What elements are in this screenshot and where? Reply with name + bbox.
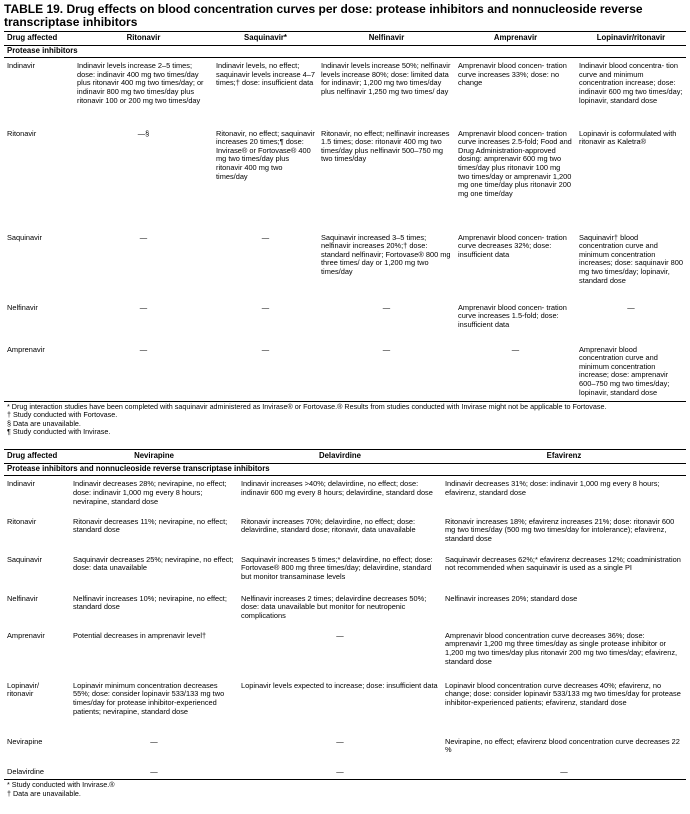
section-header-row	[4, 45, 686, 58]
table-row	[4, 764, 686, 780]
table-cell: —	[74, 342, 213, 402]
footnote: * Drug interaction studies have been completed with saquinavir administered as Invirase® or Fortovase.® Results from studies conducted with Invirase might not be applicable to Fortovase.	[7, 402, 607, 412]
table-cell: Lopinavir minimum concentration decreases 55%; dose: consider lopinavir 533/133 mg two times/day for protease inhibitor-experienced patients; nevirapine, standard dose	[73, 680, 225, 716]
table-row	[4, 591, 686, 628]
table-row	[4, 678, 686, 734]
footnote: † Study conducted with Fortovase.	[7, 410, 118, 420]
nnrti-table	[4, 449, 686, 805]
drug-name: Indinavir	[7, 479, 35, 489]
drug-name: Lopinavir/ ritonavir	[7, 680, 40, 699]
table-cell: —	[455, 342, 576, 402]
footnote-row	[4, 780, 686, 806]
drug-name: Nevirapine	[7, 736, 43, 746]
column-header: Lopinavir/ritonavir	[576, 32, 686, 46]
table-cell: —	[261, 232, 270, 242]
table-cell: Amprenavir blood concen- tration curve increases 1.5-fold; dose: insufficient data	[458, 302, 567, 329]
drug-name: Indinavir	[7, 61, 35, 71]
drug-name: Ritonavir	[7, 516, 37, 526]
table-row	[4, 58, 686, 126]
footnote-row	[4, 402, 686, 450]
table-cell: Amprenavir blood concen- tration curve increases 33%; dose: no change	[458, 61, 567, 88]
table-cell: Saquinavir increased 3–5 times; nelfinavir increases 20%;† dose: standard nelfinavir; Fortovase® 800 mg three times/ day or 1,200 mg two times/day	[321, 232, 451, 277]
footnotes	[4, 780, 686, 806]
table-cell: —	[261, 302, 270, 312]
table-cell: Amprenavir blood concentration curve decreases 36%; dose: amprenavir 1,200 mg three times/day as single protease inhibitor or 1,200 mg two times/day plus ritonavir 200 mg two times/day; efavirenz, standard dose	[445, 630, 678, 666]
drug-name: Saquinavir	[7, 554, 42, 564]
table-cell: —	[318, 342, 455, 402]
table-cell: Ritonavir, no effect; saquinavir increases 20 times;¶ dose: Invirase® or Fortovase® 400 mg two times/day plus ritonavir 400 mg two times/day	[216, 128, 315, 181]
table-cell: Lopinavir is coformulated with ritonavir as Kaletra®	[579, 128, 677, 147]
column-header: Nelfinavir	[318, 32, 455, 46]
drug-name: Delavirdine	[4, 764, 70, 780]
section-header-row	[4, 463, 686, 476]
footnote: § Data are unavailable.	[7, 418, 81, 428]
column-header: Amprenavir	[455, 32, 576, 46]
table-row	[4, 126, 686, 230]
table-cell: Ritonavir increases 70%; delavirdine, no effect; dose: delavirdine, standard dose; ritonavir, data unavailable	[241, 516, 416, 535]
table-cell: Nelfinavir increases 10%; nevirapine, no effect; standard dose	[73, 593, 227, 612]
table-cell: Saquinavir decreases 25%; nevirapine, no effect; dose: data unavailable	[73, 554, 234, 573]
table-cell: Amprenavir blood concen- tration curve increases 2.5-fold; Food and Drug Administration-approved dosing: amprenavir 600 mg two times/day plus ritonavir 100 mg two times/day or amprenavir 1,200 mg one time/day plus ritonavir 200 mg one time/day	[458, 128, 572, 198]
table-cell: Ritonavir, no effect; nelfinavir increases 1.5 times; dose: ritonavir 400 mg two times/day plus nelfinavir 500–750 mg two times/day	[321, 128, 450, 164]
table-row	[4, 230, 686, 300]
table-cell: Nevirapine, no effect; efavirenz blood concentration curve decreases 22 %	[445, 736, 680, 755]
footnote: * Study conducted with Invirase.®	[7, 780, 115, 790]
table-cell: Indinavir blood concentra- tion curve and minimum concentration increase; dose: indinavir 600 mg two times/day; lopinavir, standard dose	[579, 61, 683, 105]
column-header: Drug affected	[4, 450, 70, 464]
column-header: Efavirenz	[442, 450, 686, 464]
table-row	[4, 514, 686, 552]
table-cell: Nelfinavir increases 20%; standard dose	[445, 593, 578, 603]
table-cell: —	[382, 302, 391, 312]
table-cell: Lopinavir blood concentration curve decreases 40%; efavirenz, no change; dose: consider lopinavir 533/133 mg two times/day for protease inhibitor-experienced patients; efavirenz, standard dose	[445, 680, 681, 708]
table-row	[4, 300, 686, 342]
column-header: Saquinavir*	[213, 32, 318, 46]
footnotes	[4, 402, 686, 450]
drug-name: Ritonavir	[7, 128, 37, 138]
table-cell: —	[213, 342, 318, 402]
table-cell: Saquinavir† blood concentration curve and minimum concentration increases; dose: saquinavir 800 mg two times/day; lopinavir, standard dose	[579, 232, 683, 285]
table-cell: Saquinavir increases 5 times;* delavirdine, no effect; dose: Fortovase® 800 mg three times/day; delavirdine, standard but monitor transaminase levels	[241, 554, 433, 582]
table-cell: —	[139, 302, 148, 312]
table-cell: Ritonavir decreases 11%; nevirapine, no effect; standard dose	[73, 516, 228, 535]
table-cell: —	[70, 764, 238, 780]
table-cell: Nelfinavir increases 2 times; delavirdine decreases 50%; dose: data unavailable but monitor for neutropenic complications	[241, 593, 427, 621]
drug-name: Amprenavir	[7, 630, 45, 640]
table-cell: Indinavir decreases 28%; nevirapine, no effect; dose: indinavir 1,000 mg every 8 hours; nevirapine, standard dose	[73, 479, 227, 506]
table-cell: —§	[137, 128, 150, 138]
drug-name: Amprenavir	[4, 342, 74, 402]
table-cell: Indinavir levels increase 50%; nelfinavir levels increase 80%; dose: limited data for indinavir; 1,200 mg two times/day plus nelfinavir 1,250 mg two times/ day	[321, 61, 451, 96]
table-cell: Indinavir increases >40%; delavirdine, no effect; dose: indinavir 600 mg every 8 hours; delavirdine, standard dose	[241, 479, 433, 497]
table-cell: Lopinavir levels expected to increase; dose: insufficient data	[241, 680, 438, 690]
table-cell: Saquinavir decreases 62%;* efavirenz decreases 12%; coadministration not recommended when saquinavir is used as a single PI	[445, 554, 681, 573]
table-cell: —	[442, 764, 686, 780]
table-cell: —	[336, 630, 344, 640]
section-title: Protease inhibitors and nonnucleoside reverse transcriptase inhibitors	[4, 463, 686, 476]
column-header: Delavirdine	[238, 450, 442, 464]
table-cell: Potential decreases in amprenavir level†	[73, 630, 207, 640]
column-header: Drug affected	[4, 32, 74, 46]
table-cell: Indinavir levels, no effect; saquinavir levels increase 4–7 times;† dose: insufficient data	[216, 61, 316, 88]
column-header: Ritonavir	[74, 32, 213, 46]
table-cell: —	[150, 736, 158, 746]
drug-name: Nelfinavir	[7, 302, 38, 312]
drug-name: Saquinavir	[7, 232, 42, 242]
table-cell: Ritonavir increases 18%; efavirenz increases 21%; dose: ritonavir 600 mg two times/day (500 mg two times/day for intolerance); efavirenz, standard dose	[445, 516, 675, 544]
table-header-row	[4, 32, 686, 46]
protease-inhibitor-table	[4, 31, 686, 449]
table-cell: —	[139, 232, 148, 242]
table-header-row	[4, 450, 686, 464]
table-cell: Indinavir levels increase 2–5 times; dose: indinavir 400 mg two times/day plus ritonavir 400 mg two times/day; or indinavir 800 mg two times/day plus ritonavir 100 or 200 mg two times/day	[77, 61, 204, 105]
drug-name: Nelfinavir	[7, 593, 38, 603]
table-cell: Amprenavir blood concentration curve and minimum concentration increase; dose: amprenavir 600–750 mg two times/day; lopinavir, standard dose	[576, 342, 686, 402]
table-row	[4, 476, 686, 514]
table-row	[4, 552, 686, 591]
table-row	[4, 734, 686, 764]
footnote: † Data are unavailable.	[7, 788, 81, 798]
table-row	[4, 342, 686, 402]
section-title: Protease inhibitors	[4, 45, 686, 58]
table-cell: Amprenavir blood concen- tration curve decreases 32%; dose: insufficient data	[458, 232, 567, 259]
table-cell: Indinavir decreases 31%; dose: indinavir 1,000 mg every 8 hours; efavirenz, standard dose	[445, 479, 660, 497]
table-cell: —	[238, 764, 442, 780]
table-title: TABLE 19. Drug effects on blood concentration curves per dose: protease inhibitors and nonnucleoside reverse transcriptase inhibitors	[4, 2, 643, 29]
footnote: ¶ Study conducted with Invirase.	[7, 426, 111, 436]
table-cell: —	[336, 736, 344, 746]
column-header: Nevirapine	[70, 450, 238, 464]
table-cell: —	[627, 302, 635, 312]
table-row	[4, 628, 686, 678]
